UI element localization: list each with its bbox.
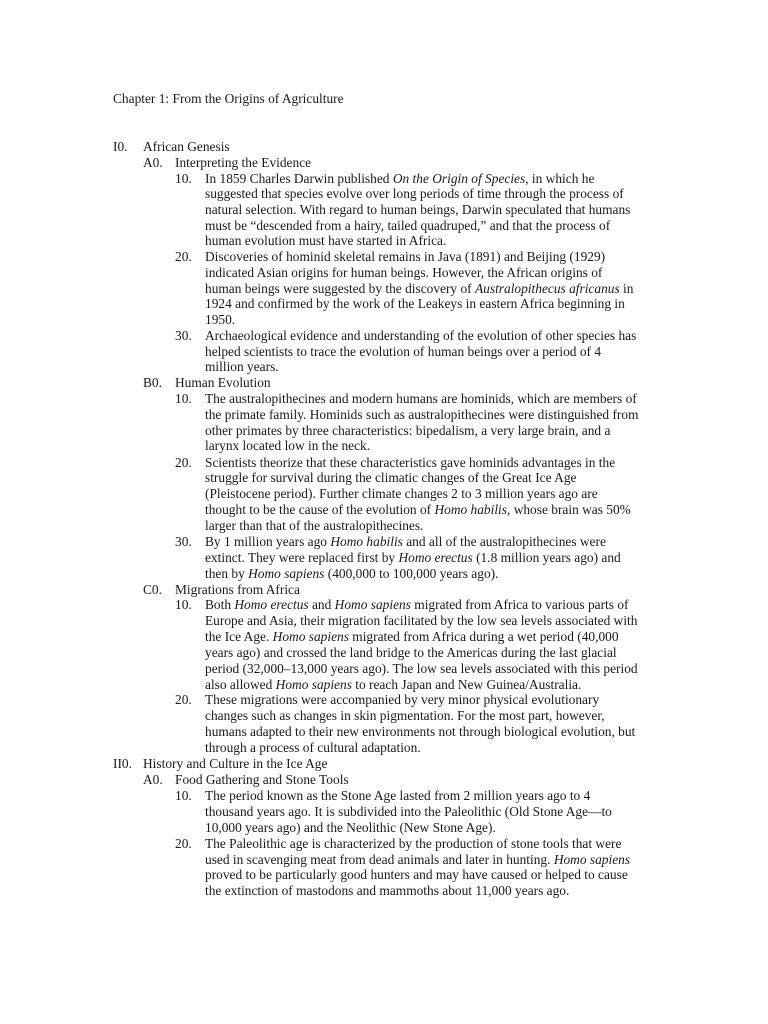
text-line: The australopithecines and modern humans are hominids, which are members of [205, 391, 637, 406]
text-line: thousand years ago. It is subdivided into the Paleolithic (Old Stone Age—to [205, 804, 612, 819]
text-line: 10. [175, 171, 192, 186]
text-line: suggested that species evolve over long periods of time through the process of [205, 186, 624, 201]
italic-term: On the Origin of Species [392, 171, 526, 186]
text-line: proved to be particularly good hunters and may have caused or helped to cause [205, 867, 628, 882]
text-line: 10. [175, 597, 192, 612]
text-line: African Genesis [143, 139, 230, 154]
text-line: struggle for survival during the climatic changes of the Great Ice Age [205, 470, 577, 485]
italic-term: Homo sapiens [272, 629, 349, 644]
text-line: extinct. They were replaced first by Homo erectus (1.8 million years ago) and [205, 550, 621, 565]
text-line: 20. [175, 455, 192, 470]
italic-term: Homo habilis [434, 502, 507, 517]
text-line: larynx located low in the neck. [205, 438, 371, 453]
text-line: Migrations from Africa [175, 582, 300, 597]
italic-term: Homo erectus [234, 597, 309, 612]
text-line: human evolution must have started in Africa. [205, 233, 447, 248]
text-line: years ago) and crossed the land bridge to the Americas during the last glacial [205, 645, 617, 660]
text-line: The Paleolithic age is characterized by the production of stone tools that were [205, 836, 622, 851]
text-line: also allowed Homo sapiens to reach Japan and New Guinea/Australia. [205, 677, 582, 692]
text-line: through a process of cultural adaptation. [205, 740, 421, 755]
text-line: History and Culture in the Ice Age [143, 756, 328, 771]
text-line: C0. [143, 582, 162, 597]
text-line: 10,000 years ago) and the Neolithic (New Stone Age). [205, 820, 496, 835]
text-line: Food Gathering and Stone Tools [175, 772, 349, 787]
text-line: II0. [113, 756, 132, 771]
text-line: humans adapted to their new environments not through biological evolution, but [205, 724, 636, 739]
text-line: the extinction of mastodons and mammoths about 11,000 years ago. [205, 883, 570, 898]
text-line: 20. [175, 836, 192, 851]
text-line: The period known as the Stone Age lasted from 2 million years ago to 4 [205, 788, 591, 803]
text-line: used in scavenging meat from dead animals and later in hunting. Homo sapiens [205, 852, 631, 867]
text-line: 10. [175, 788, 192, 803]
text-line: Human Evolution [175, 375, 271, 390]
text-line: I0. [113, 139, 128, 154]
page-title: Chapter 1: From the Origins of Agriculture [113, 91, 344, 106]
text-line: million years. [205, 359, 279, 374]
text-line: 30. [175, 534, 192, 549]
text-line: Both Homo erectus and Homo sapiens migrated from Africa to various parts of [205, 597, 629, 612]
text-line: 30. [175, 328, 192, 343]
italic-term: Homo sapiens [334, 597, 411, 612]
text-line: other primates by three characteristics: bipedalism, a very large brain, and a [205, 423, 611, 438]
italic-term: Homo sapiens [248, 566, 325, 581]
italic-term: Homo habilis [330, 534, 403, 549]
text-line: the Ice Age. Homo sapiens migrated from Africa during a wet period (40,000 [205, 629, 619, 644]
text-line: natural selection. With regard to human beings, Darwin speculated that humans [205, 202, 631, 217]
italic-term: Homo sapiens [553, 852, 631, 867]
text-line: Discoveries of hominid skeletal remains in Java (1891) and Beijing (1929) [205, 249, 606, 264]
text-line: 1950. [205, 312, 236, 327]
text-line: period (32,000–13,000 years ago). The low sea levels associated with this period [205, 661, 638, 676]
italic-term: Homo sapiens [275, 677, 352, 692]
text-line: thought to be the cause of the evolution of Homo habilis, whose brain was 50% [205, 502, 631, 517]
text-line: Europe and Asia, their migration facilitated by the low sea levels associated with [205, 613, 638, 628]
text-line: changes such as changes in skin pigmentation. For the most part, however, [205, 708, 605, 723]
text-line: These migrations were accompanied by very minor physical evolutionary [205, 692, 600, 707]
text-line: Interpreting the Evidence [175, 155, 312, 170]
text-line: A0. [143, 772, 163, 787]
italic-term: Homo erectus [398, 550, 473, 565]
text-line: must be “descended from a hairy, tailed quadruped,” and that the process of [205, 218, 611, 233]
text-line: human beings were suggested by the discovery of Australopithecus africanus in [205, 281, 634, 296]
text-line: 20. [175, 692, 192, 707]
text-line: 10. [175, 391, 192, 406]
text-line: By 1 million years ago Homo habilis and all of the australopithecines were [205, 534, 606, 549]
text-line: then by Homo sapiens (400,000 to 100,000 years ago). [205, 566, 499, 581]
text-line: (Pleistocene period). Further climate changes 2 to 3 million years ago are [205, 486, 598, 501]
text-line: Scientists theorize that these characteristics gave hominids advantages in the [205, 455, 616, 470]
text-line: 1924 and confirmed by the work of the Leakeys in eastern Africa beginning in [205, 296, 625, 311]
text-line: larger than that of the australopithecines. [205, 518, 424, 533]
text-line: helped scientists to trace the evolution of human beings over a period of 4 [205, 344, 602, 359]
text-line: A0. [143, 155, 163, 170]
text-line: B0. [143, 375, 162, 390]
text-line: the primate family. Hominids such as australopithecines were distinguished from [205, 407, 639, 422]
italic-term: Australopithecus africanus [474, 281, 620, 296]
text-line: 20. [175, 249, 192, 264]
text-line: indicated Asian origins for human beings. However, the African origins of [205, 265, 603, 280]
text-line: In 1859 Charles Darwin published On the Origin of Species, in which he [205, 171, 595, 186]
text-line: Archaeological evidence and understanding of the evolution of other species has [205, 328, 637, 343]
